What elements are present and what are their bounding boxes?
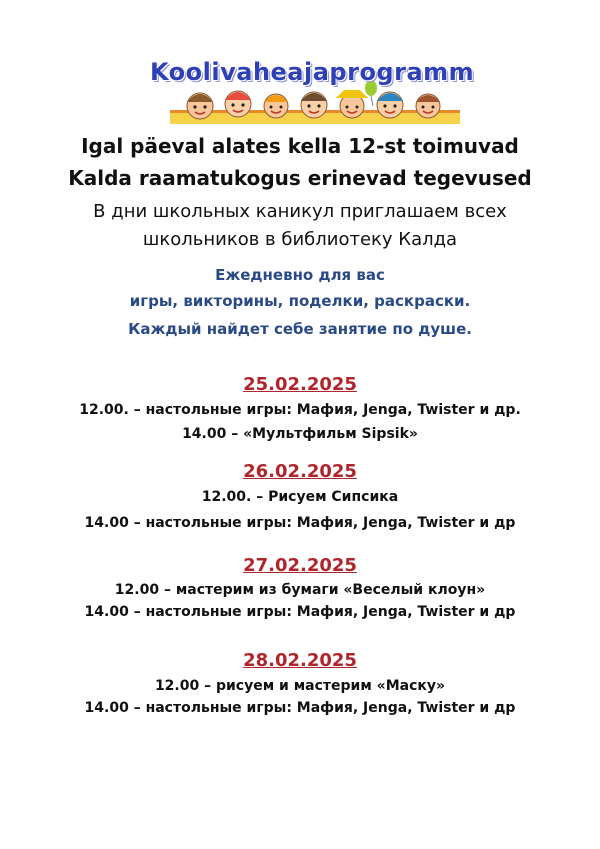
heading-estonian-line-1: Igal päeval alates kella 12-st toimuvad [81, 134, 519, 158]
schedule-event: 12.00 – мастерим из бумаги «Веселый клоун» [114, 582, 486, 598]
schedule-date: 25.02.2025 [243, 374, 357, 395]
banner-title: Koolivaheajaprogramm [150, 58, 475, 86]
schedule-event: 14.00 – настольные игры: Мафия, Jenga, Twister и др [84, 604, 516, 620]
highlight-line-3: Каждый найдет себе занятие по душе. [128, 320, 472, 338]
program-banner [150, 52, 475, 124]
schedule-date: 27.02.2025 [243, 555, 357, 576]
schedule-event: 14.00 – настольные игры: Мафия, Jenga, Twister и др [84, 700, 516, 716]
heading-russian-line-1: В дни школьных каникул приглашаем всех [93, 201, 507, 222]
schedule-event: 12.00. – Рисуем Сипсика [201, 489, 399, 505]
children-illustration [170, 80, 460, 124]
schedule-event: 12.00 – рисуем и мастерим «Маску» [154, 678, 446, 694]
schedule-event: 12.00. – настольные игры: Мафия, Jenga, Twister и др. [79, 402, 521, 418]
schedule-date: 26.02.2025 [243, 461, 357, 482]
highlight-line-1: Ежедневно для вас [215, 266, 385, 284]
heading-russian-line-2: школьников в библиотеку Калда [142, 229, 458, 250]
highlight-line-2: игры, викторины, поделки, раскраски. [129, 292, 471, 310]
schedule-event: 14.00 – настольные игры: Мафия, Jenga, Twister и др [84, 515, 516, 531]
schedule-date: 28.02.2025 [243, 650, 357, 671]
schedule-event: 14.00 – «Мультфильм Sipsik» [182, 426, 418, 442]
heading-estonian-line-2: Kalda raamatukogus erinevad tegevused [68, 166, 532, 190]
